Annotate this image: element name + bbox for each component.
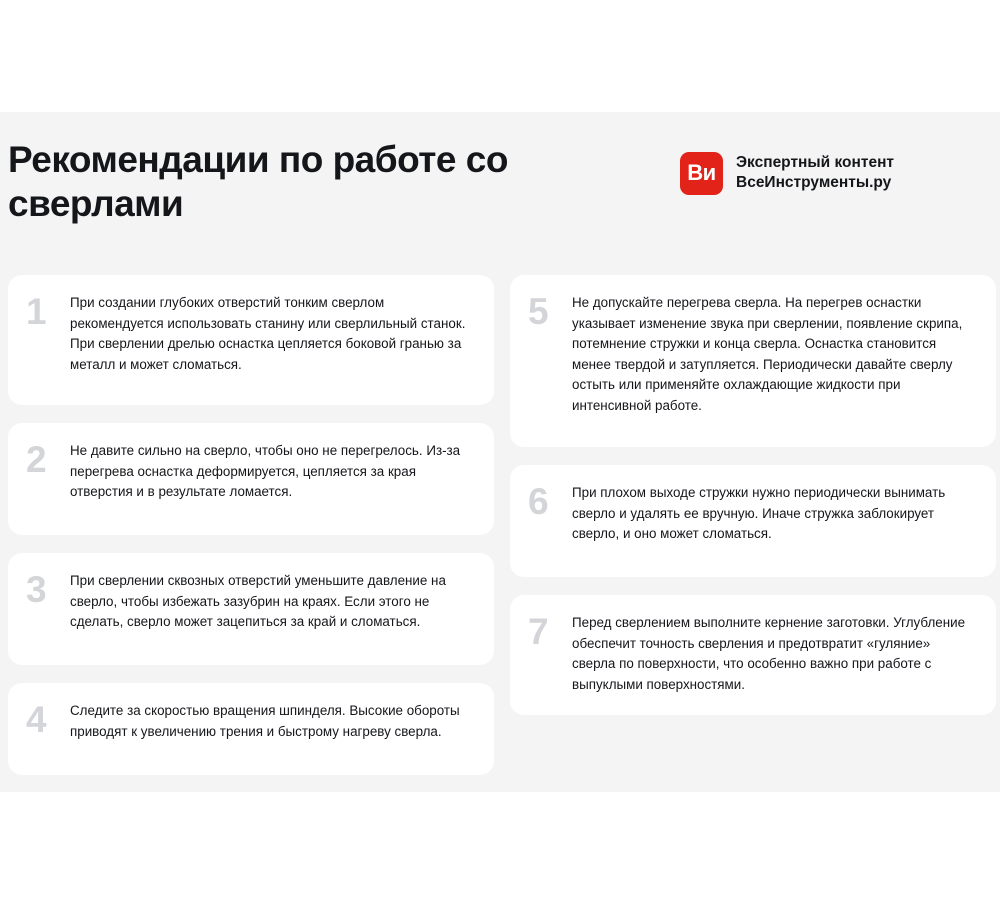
brand-line-1: Экспертный контент	[736, 154, 895, 171]
tip-text: При создании глубоких отверстий тонким сверлом рекомендуется использовать станину или сверлильный станок. При сверлении дрелью оснастка цепляется боковой гранью за металл и может сломаться.	[70, 295, 466, 372]
tip-card-1	[8, 275, 494, 405]
tip-text: Перед сверлением выполните кернение заготовки. Углубление обеспечит точность сверления и предотвратит «гуляние» сверла по поверхности, что особенно важно при работе с выпуклыми поверхностями.	[572, 615, 966, 692]
page-title: Рекомендации по работе со сверлами	[8, 139, 508, 224]
tip-number: 4	[26, 699, 47, 740]
tip-card-5	[510, 275, 996, 447]
tip-card-2	[8, 423, 494, 535]
tip-card-6	[510, 465, 996, 577]
tip-text: Не давите сильно на сверло, чтобы оно не перегрелось. Из-за перегрева оснастка деформируется, цепляется за края отверстия и в результате ломается.	[70, 443, 461, 499]
brand-badge	[680, 142, 1000, 204]
tip-number: 5	[528, 291, 549, 332]
tip-number: 1	[26, 291, 47, 332]
tips-column-left	[8, 275, 494, 775]
tip-number: 6	[528, 481, 549, 522]
brand-text	[736, 153, 894, 193]
tip-text: Не допускайте перегрева сверла. На перегрев оснастки указывает изменение звука при сверлении, появление скрипа, потемнение стружки и конца сверла. Оснастка становится менее твердой и затупляется. Периодически давайте сверлу остыть или применяйте охлаждающие жидкости при интенсивной работе.	[572, 295, 963, 413]
tip-card-3	[8, 553, 494, 665]
top-white-band	[0, 0, 1000, 112]
tip-number: 7	[528, 611, 549, 652]
tip-text: При плохом выходе стружки нужно периодически вынимать сверло и удалять ее вручную. Иначе стружка заблокирует сверло, и оно может сломаться.	[572, 485, 946, 541]
header	[0, 112, 1000, 262]
tips-columns	[8, 275, 996, 775]
tip-number: 3	[26, 569, 47, 610]
tip-text: Следите за скоростью вращения шпинделя. Высокие обороты приводят к увеличению трения и быстрому нагреву сверла.	[70, 703, 460, 739]
tip-number: 2	[26, 439, 47, 480]
vseinstrumenti-logo-icon: Ви	[680, 152, 723, 195]
bottom-white-band	[0, 792, 1000, 900]
tip-card-7	[510, 595, 996, 715]
tip-text: При сверлении сквозных отверстий уменьшите давление на сверло, чтобы избежать зазубрин на краях. Если этого не сделать, сверло может зацепиться за край и сломаться.	[70, 573, 446, 629]
tip-card-4	[8, 683, 494, 775]
brand-line-2: ВсеИнструменты.ру	[736, 174, 892, 191]
tips-column-right	[510, 275, 996, 775]
